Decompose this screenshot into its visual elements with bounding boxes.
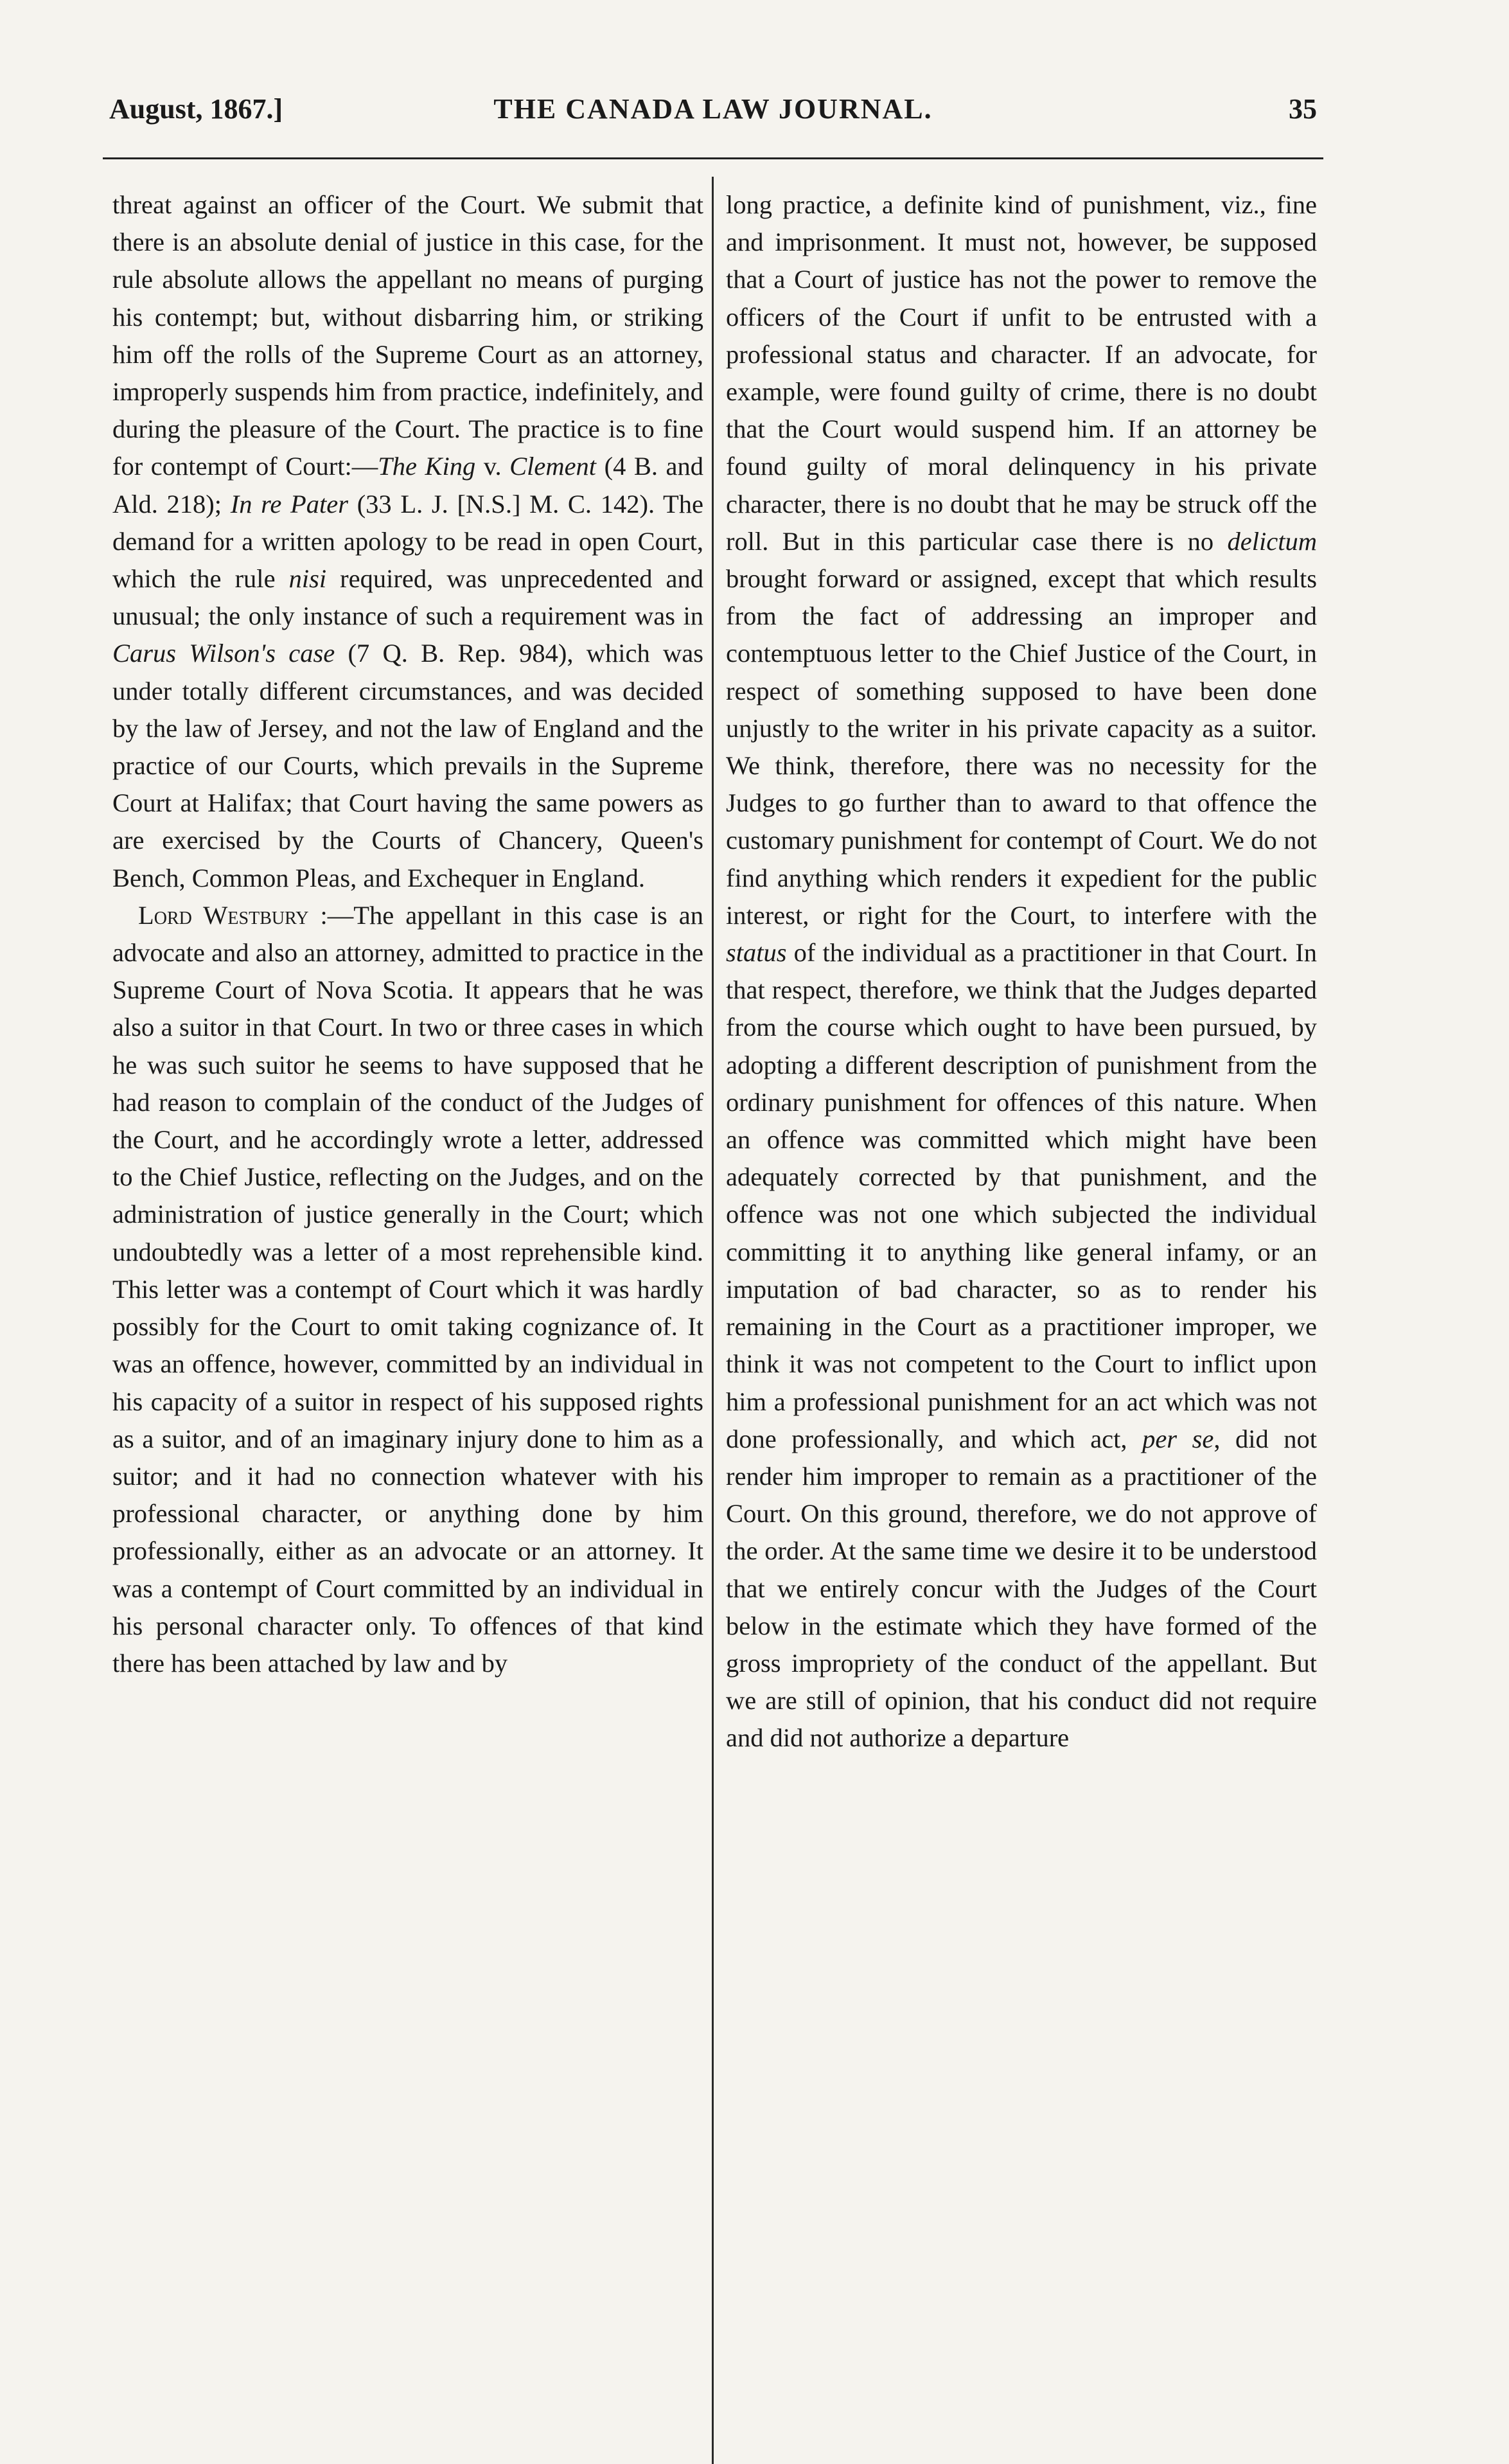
paragraph-argument: threat against an officer of the Court. We submit that there is an absolute denial of justice in this case, for the rule absolute allows the appellant no means of purging his contempt; but, without disbarring him, or striking him off the rolls of the Supreme Court as an attorney, improperly suspends him from practice, indefinitely, and during the pleasure of the Court. The practice is to fine for contempt of Court:—The King v. Clement (4 B. and Ald. 218); In re Pater (33 L. J. [N.S.] M. C. 142). The demand for a written apology to be read in open Court, which the rule nisi required, was unprecedented and unusual; the only instance of such a requirement was in Carus Wilson's case (7 Q. B. Rep. 984), which was under totally different circumstances, and was decided by the law of Jersey, and not the law of England and the practice of our Courts, which prevails in the Supreme Court at Halifax; that Court having the same powers as are exercised by the Courts of Chancery, Queen's Bench, Common Pleas, and Exchequer in England.: [112, 190, 703, 892]
speaker-name: Lord Westbury: [138, 900, 309, 930]
case-name: The King: [378, 452, 476, 481]
right-column: [726, 186, 1317, 1757]
latin-term: delictum: [1227, 526, 1317, 556]
case-name: In re Pater: [230, 489, 349, 519]
left-column: [112, 186, 703, 1682]
column-divider: [712, 177, 714, 2464]
latin-term: nisi: [288, 564, 327, 594]
page-number: 35: [1289, 93, 1317, 125]
case-name: Clement: [509, 452, 597, 481]
journal-title: THE CANADA LAW JOURNAL.: [493, 93, 933, 125]
issue-date: August, 1867.]: [109, 93, 283, 125]
latin-term: per se: [1142, 1424, 1214, 1453]
emphasis-term: status: [726, 938, 787, 968]
running-header: [103, 90, 1323, 141]
header-rule: [103, 157, 1323, 159]
case-name: Carus Wilson's case: [112, 639, 335, 668]
paragraph-judgment-continued: long practice, a definite kind of punishment, viz., fine and imprisonment. It must not, however, be supposed that a Court of justice has not the power to remove the officers of the Court if unfit to be entrusted with a professional status and character. If an advocate, for example, were found guilty of crime, there is no doubt that the Court would suspend him. If an attorney be found guilty of moral delinquency in his private character, there is no doubt that he may be struck off the roll. But in this particular case there is no delictum brought forward or assigned, except that which results from the fact of addressing an improper and contemptuous letter to the Chief Justice of the Court, in respect of something supposed to have been done unjustly to the writer in his private capacity as a suitor. We think, therefore, there was no necessity for the Judges to go further than to award to that offence the customary punishment for contempt of Court. We do not find anything which renders it expedient for the public interest, or right for the Court, to interfere with the status of the individual as a practitioner in that Court. In that respect, therefore, we think that the Judges departed from the course which ought to have been pursued, by adopting a different description of punishment from the ordinary punishment for offences of this nature. When an offence was committed which might have been adequately corrected by that punishment, and the offence was not one which subjected the individual committing it to anything like general infamy, or an imputation of bad character, so as to render his remaining in the Court as a practitioner improper, we think it was not competent to the Court to inflict upon him a professional punishment for an act which was not done professionally, and which act, per se, did not render him improper to remain as a practitioner of the Court. On this ground, therefore, we do not approve of the order. At the same time we desire it to be understood that we entirely concur with the Judges of the Court below in the estimate which they have formed of the gross impropriety of the conduct of the appellant. But we are still of opinion, that his conduct did not require and did not authorize a departure: [726, 190, 1317, 1753]
paragraph-judgment: Lord Westbury :—The appellant in this case is an advocate and also an attorney, admitted to practice in the Supreme Court of Nova Scotia. It appears that he was also a suitor in that Court. In two or three cases in which he was such suitor he seems to have supposed that he had reason to complain of the conduct of the Judges of the Court, and he accordingly wrote a letter, addressed to the Chief Justice, reflecting on the Judges, and on the administration of justice generally in the Court; which undoubtedly was a letter of a most reprehensible kind. This letter was a contempt of Court which it was hardly possibly for the Court to omit taking cognizance of. It was an offence, however, committed by an individual in his capacity of a suitor in respect of his supposed rights as a suitor, and of an imaginary injury done to him as a suitor; and it had no connection whatever with his professional character, or anything done by him professionally, either as an advocate or an attorney. It was a contempt of Court committed by an individual in his personal character only. To offences of that kind there has been attached by law and by: [112, 900, 703, 1678]
